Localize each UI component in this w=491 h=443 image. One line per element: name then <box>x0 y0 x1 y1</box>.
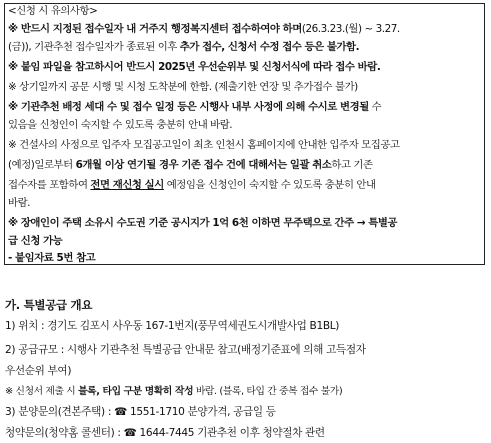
notice-line-1 <box>8 22 400 36</box>
item-location: 1) 위치 : 경기도 김포시 사우동 167-1번지(풍무역세권도시개발사업 B1BL) <box>5 320 340 332</box>
notice-line-11: ※ 장애인이 주택 소유시 수도권 기준 공시지가 1억 6천 이하면 무주택으로 간주 → 특별공 <box>8 217 398 229</box>
notice-line-9-c: 예정임을 신청인이 숙지할 수 있도록 충분히 안내 <box>163 179 376 191</box>
notice-line-8 <box>8 158 373 172</box>
notice-line-8-a: (예정)일로부터 <box>8 159 76 171</box>
notice-line-5 <box>8 100 381 114</box>
submission-note-a: ※ 신청서 제출 시 <box>5 386 79 397</box>
notice-line-3: ※ 붙임 파일을 참고하시어 반드시 2025년 우선순위부 및 신청서식에 따라 접수 바람. <box>8 61 381 73</box>
notice-line-4: ※ 상기일까지 공문 시행 및 시청 도착분에 한함. (제출기한 연장 및 추가접수 불가) <box>8 81 358 93</box>
notice-title: <신청 시 유의사항> <box>8 5 98 17</box>
notice-line-2-a: (금)), 기관추천 접수일자가 종료된 이후 <box>8 41 180 53</box>
notice-line-6: 있음을 신청인이 숙지할 수 있도록 충분히 안내 바람. <box>8 119 233 131</box>
item-sales-inquiry: 3) 분양문의(견본주택) : ☎ 1551-1710 분양가격, 공급일 등 <box>5 406 276 418</box>
submission-note-c: 바람. (블록, 타입 간 중복 접수 불가) <box>193 386 343 397</box>
notice-line-7: ※ 건설사의 사정으로 입주자 모집공고일이 최초 인천시 홈페이지에 안내한 입주자 모집공고 <box>8 139 400 151</box>
section-heading: 가. 특별공급 개요 <box>5 298 93 312</box>
notice-line-5-a: ※ 기관추천 배정 세대 수 및 접수 일정 등은 시행사 내부 사정에 의해 수시로 변경될 <box>8 101 369 113</box>
notice-line-8-c: 하고 기존 <box>331 159 373 171</box>
notice-line-1-a: ※ 반드시 지정된 접수일자 내 거주지 행정복지센터 접수하여야 하며 <box>8 23 302 35</box>
notice-line-9 <box>8 178 376 192</box>
notice-line-9-b: 전면 재신청 실시 <box>90 179 164 191</box>
notice-line-2-b: 추가 접수, 신청서 수정 접수 등은 불가함. <box>179 41 360 53</box>
notice-line-9-a: 접수자를 포함하여 <box>8 179 91 191</box>
item-supply-scale: 2) 공급규모 : 시행사 기관추천 특별공급 안내문 참고(배정기준표에 의해 고득점자 <box>5 344 366 356</box>
item-supply-scale-cont: 우선순위 부여) <box>5 365 72 377</box>
notice-line-1-b: (26.3.23.(월) ~ 3.27. <box>301 23 400 35</box>
notice-line-8-b: 6개월 이상 연기될 경우 기존 접수 건에 대해서는 일괄 취소 <box>75 159 332 171</box>
notice-line-13: - 붙임자료 5번 참고 <box>8 252 96 264</box>
submission-note-b: 블록, 타입 구분 명확히 작성 <box>78 386 194 397</box>
submission-note <box>5 385 342 399</box>
notice-line-2 <box>8 40 359 54</box>
item-subscription-inquiry: 청약문의(청약홈 콜센터) : ☎ 1644-7445 기관추천 이후 청약절차 관련 <box>5 427 325 439</box>
notice-line-12: 급 신청 가능 <box>8 235 63 247</box>
notice-line-5-b: 수 <box>368 101 382 113</box>
notice-line-10: 바람. <box>8 197 31 209</box>
